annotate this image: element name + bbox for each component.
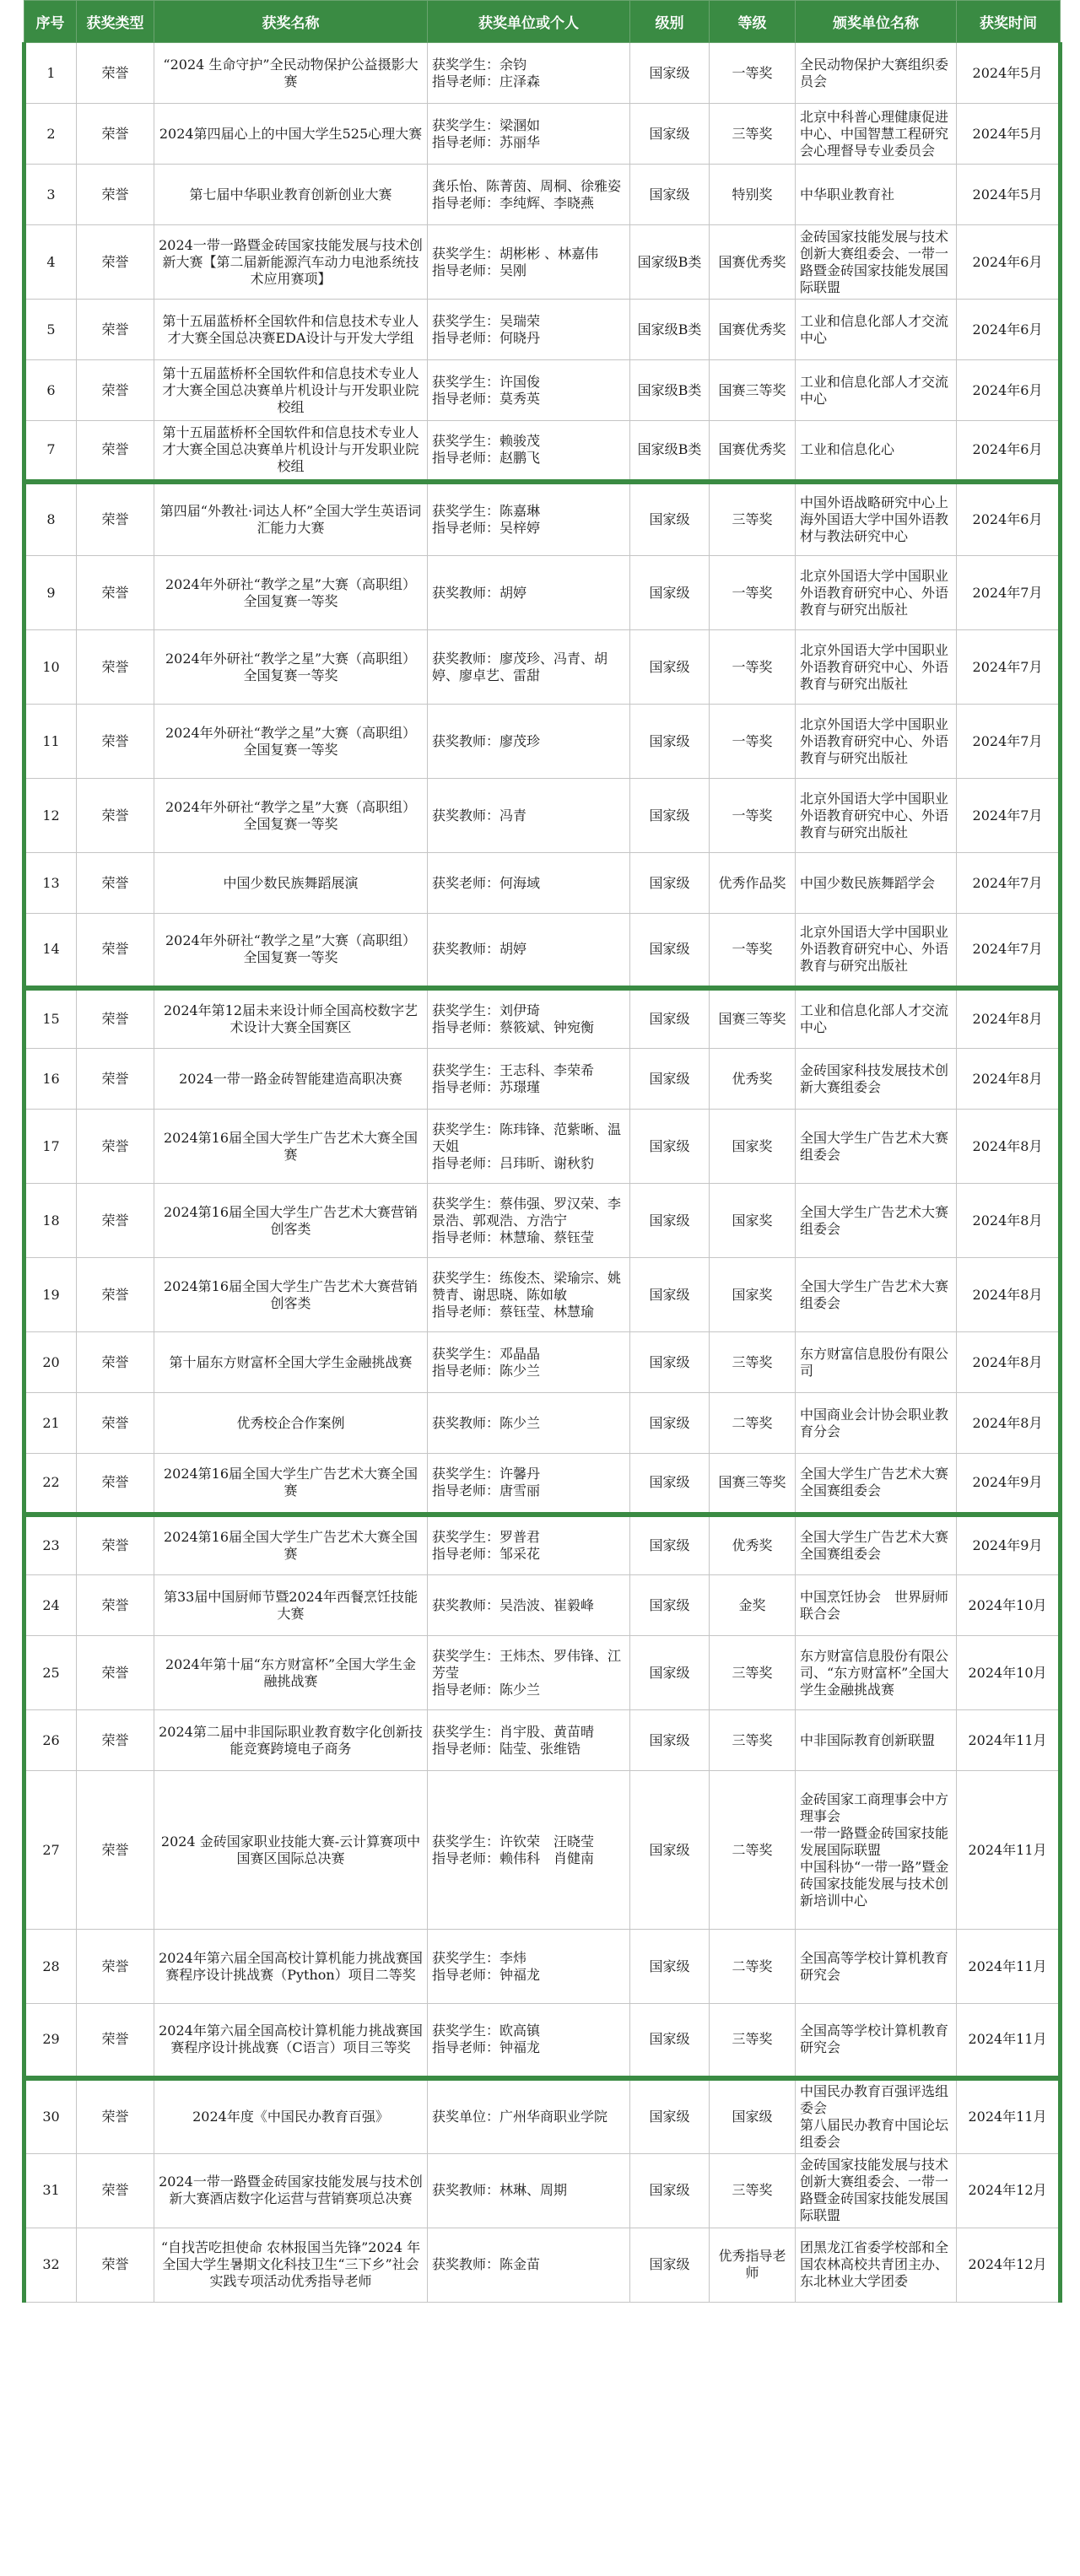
cell-type: 荣誉 bbox=[77, 1575, 154, 1636]
cell-type: 荣誉 bbox=[77, 225, 154, 300]
cell-grade: 一等奖 bbox=[710, 914, 796, 988]
cell-level: 国家级 bbox=[630, 1636, 710, 1710]
table-row bbox=[24, 43, 1061, 104]
cell-winner: 获奖教师：林琳、周期 bbox=[428, 2153, 630, 2228]
table-row bbox=[24, 2004, 1061, 2078]
cell-date: 2024年8月 bbox=[957, 1110, 1061, 1184]
cell-award-name: 2024年第六届全国高校计算机能力挑战赛国赛程序设计挑战赛（C语言）项目三等奖 bbox=[154, 2004, 428, 2078]
cell-no: 1 bbox=[24, 43, 77, 104]
cell-level: 国家级 bbox=[630, 1930, 710, 2004]
cell-issuer: 工业和信息化部人才交流中心 bbox=[796, 360, 957, 421]
cell-date: 2024年5月 bbox=[957, 165, 1061, 225]
cell-winner: 获奖学生：赖骏茂 指导老师：赵鹏飞 bbox=[428, 421, 630, 482]
header-no: 序号 bbox=[24, 1, 77, 43]
cell-award-name: 第十五届蓝桥杯全国软件和信息技术专业人才大赛全国总决赛EDA设计与开发大学组 bbox=[154, 300, 428, 360]
table-row bbox=[24, 421, 1061, 482]
cell-award-name: 第十届东方财富杯全国大学生金融挑战赛 bbox=[154, 1332, 428, 1393]
cell-level: 国家级 bbox=[630, 779, 710, 853]
cell-issuer: 全国大学生广告艺术大赛组委会 bbox=[796, 1110, 957, 1184]
cell-date: 2024年8月 bbox=[957, 1332, 1061, 1393]
cell-winner: 龚乐怡、陈菁茵、周桐、徐雅姿 指导老师：李纯辉、李晓燕 bbox=[428, 165, 630, 225]
cell-award-name: 第七届中华职业教育创新创业大赛 bbox=[154, 165, 428, 225]
cell-issuer: 金砖国家工商理事会中方理事会 一带一路暨金砖国家技能发展国际联盟 中国科协“一带一路”暨金砖国家技能发展与技术创新培训中心 bbox=[796, 1771, 957, 1930]
cell-level: 国家级 bbox=[630, 165, 710, 225]
cell-type: 荣誉 bbox=[77, 2004, 154, 2078]
cell-type: 荣誉 bbox=[77, 1110, 154, 1184]
cell-type: 荣誉 bbox=[77, 421, 154, 482]
table-row bbox=[24, 853, 1061, 914]
cell-level: 国家级 bbox=[630, 705, 710, 779]
cell-grade: 二等奖 bbox=[710, 1393, 796, 1454]
header-grade: 等级 bbox=[710, 1, 796, 43]
cell-type: 荣誉 bbox=[77, 1258, 154, 1332]
cell-no: 32 bbox=[24, 2228, 77, 2302]
cell-type: 荣誉 bbox=[77, 360, 154, 421]
cell-award-name: 2024 金砖国家职业技能大赛-云计算赛项中国赛区国际总决赛 bbox=[154, 1771, 428, 1930]
cell-grade: 特别奖 bbox=[710, 165, 796, 225]
cell-no: 27 bbox=[24, 1771, 77, 1930]
cell-issuer: 中国少数民族舞蹈学会 bbox=[796, 853, 957, 914]
cell-no: 22 bbox=[24, 1454, 77, 1515]
cell-no: 10 bbox=[24, 630, 77, 705]
cell-type: 荣誉 bbox=[77, 914, 154, 988]
table-row bbox=[24, 630, 1061, 705]
cell-type: 荣誉 bbox=[77, 705, 154, 779]
cell-grade: 优秀奖 bbox=[710, 1515, 796, 1575]
cell-winner: 获奖学生：许国俊 指导老师：莫秀英 bbox=[428, 360, 630, 421]
cell-award-name: 优秀校企合作案例 bbox=[154, 1393, 428, 1454]
cell-type: 荣誉 bbox=[77, 482, 154, 556]
header-type: 获奖类型 bbox=[77, 1, 154, 43]
cell-award-name: 2024第16届全国大学生广告艺术大赛全国赛 bbox=[154, 1110, 428, 1184]
cell-date: 2024年8月 bbox=[957, 988, 1061, 1049]
table-row bbox=[24, 1710, 1061, 1771]
cell-date: 2024年7月 bbox=[957, 556, 1061, 630]
cell-level: 国家级 bbox=[630, 1049, 710, 1110]
cell-award-name: 第四届“外教社·词达人杯”全国大学生英语词汇能力大赛 bbox=[154, 482, 428, 556]
cell-award-name: 2024年第十届“东方财富杯”全国大学生金融挑战赛 bbox=[154, 1636, 428, 1710]
table-row bbox=[24, 360, 1061, 421]
cell-date: 2024年7月 bbox=[957, 705, 1061, 779]
cell-award-name: 2024年度《中国民办教育百强》 bbox=[154, 2078, 428, 2154]
cell-issuer: 北京外国语大学中国职业外语教育研究中心、外语教育与研究出版社 bbox=[796, 779, 957, 853]
cell-date: 2024年10月 bbox=[957, 1575, 1061, 1636]
cell-no: 17 bbox=[24, 1110, 77, 1184]
cell-winner: 获奖学生：李炜 指导老师：钟福龙 bbox=[428, 1930, 630, 2004]
cell-level: 国家级B类 bbox=[630, 300, 710, 360]
cell-date: 2024年6月 bbox=[957, 421, 1061, 482]
cell-winner: 获奖学生：欧高镇 指导老师：钟福龙 bbox=[428, 2004, 630, 2078]
cell-winner: 获奖学生：许钦荣 汪晓莹 指导老师：赖伟科 肖健南 bbox=[428, 1771, 630, 1930]
cell-level: 国家级 bbox=[630, 914, 710, 988]
table-row bbox=[24, 1332, 1061, 1393]
cell-award-name: 2024年外研社“教学之星”大赛（高职组）全国复赛一等奖 bbox=[154, 630, 428, 705]
cell-no: 3 bbox=[24, 165, 77, 225]
cell-grade: 三等奖 bbox=[710, 1710, 796, 1771]
cell-winner: 获奖学生：许馨丹 指导老师：唐雪丽 bbox=[428, 1454, 630, 1515]
cell-type: 荣誉 bbox=[77, 1184, 154, 1258]
cell-grade: 三等奖 bbox=[710, 104, 796, 165]
cell-date: 2024年6月 bbox=[957, 225, 1061, 300]
cell-winner: 获奖学生：陈嘉琳 指导老师：吴梓婷 bbox=[428, 482, 630, 556]
cell-type: 荣誉 bbox=[77, 2228, 154, 2302]
cell-winner: 获奖学生：陈玮锋、范紫晰、温天姐 指导老师：吕玮昕、谢秋豹 bbox=[428, 1110, 630, 1184]
cell-level: 国家级 bbox=[630, 1710, 710, 1771]
cell-issuer: 工业和信息化部人才交流中心 bbox=[796, 988, 957, 1049]
cell-issuer: 北京外国语大学中国职业外语教育研究中心、外语教育与研究出版社 bbox=[796, 630, 957, 705]
table-row bbox=[24, 988, 1061, 1049]
cell-issuer: 全国大学生广告艺术大赛组委会 bbox=[796, 1184, 957, 1258]
cell-winner: 获奖单位：广州华商职业学院 bbox=[428, 2078, 630, 2154]
cell-date: 2024年6月 bbox=[957, 300, 1061, 360]
cell-award-name: “2024 生命守护”全民动物保护公益摄影大赛 bbox=[154, 43, 428, 104]
cell-winner: 获奖学生：肖宇股、黄苗晴 指导老师：陆莹、张维锆 bbox=[428, 1710, 630, 1771]
cell-type: 荣誉 bbox=[77, 988, 154, 1049]
cell-date: 2024年7月 bbox=[957, 853, 1061, 914]
cell-no: 15 bbox=[24, 988, 77, 1049]
cell-no: 4 bbox=[24, 225, 77, 300]
table-body bbox=[24, 43, 1061, 2303]
cell-date: 2024年11月 bbox=[957, 2078, 1061, 2154]
table-row bbox=[24, 779, 1061, 853]
cell-type: 荣誉 bbox=[77, 1393, 154, 1454]
cell-no: 8 bbox=[24, 482, 77, 556]
table-row bbox=[24, 914, 1061, 988]
cell-no: 30 bbox=[24, 2078, 77, 2154]
cell-no: 2 bbox=[24, 104, 77, 165]
cell-issuer: 全国大学生广告艺术大赛全国赛组委会 bbox=[796, 1515, 957, 1575]
cell-issuer: 中国外语战略研究中心上海外国语大学中国外语教材与教法研究中心 bbox=[796, 482, 957, 556]
cell-level: 国家级 bbox=[630, 853, 710, 914]
cell-winner: 获奖学生：邓晶晶 指导老师：陈少兰 bbox=[428, 1332, 630, 1393]
header-date: 获奖时间 bbox=[957, 1, 1061, 43]
cell-grade: 国赛优秀奖 bbox=[710, 225, 796, 300]
cell-grade: 二等奖 bbox=[710, 1771, 796, 1930]
cell-grade: 国家奖 bbox=[710, 1184, 796, 1258]
cell-issuer: 全民动物保护大赛组织委员会 bbox=[796, 43, 957, 104]
cell-no: 11 bbox=[24, 705, 77, 779]
cell-date: 2024年11月 bbox=[957, 2004, 1061, 2078]
cell-no: 7 bbox=[24, 421, 77, 482]
cell-type: 荣誉 bbox=[77, 1454, 154, 1515]
header-winner: 获奖单位或个人 bbox=[428, 1, 630, 43]
cell-date: 2024年6月 bbox=[957, 360, 1061, 421]
cell-date: 2024年10月 bbox=[957, 1636, 1061, 1710]
cell-winner: 获奖学生：王志科、李荣希 指导老师：苏璟瑾 bbox=[428, 1049, 630, 1110]
cell-issuer: 工业和信息化部人才交流中心 bbox=[796, 300, 957, 360]
cell-issuer: 全国高等学校计算机教育研究会 bbox=[796, 1930, 957, 2004]
cell-winner: 获奖教师：廖茂珍 bbox=[428, 705, 630, 779]
cell-level: 国家级 bbox=[630, 1184, 710, 1258]
cell-award-name: 2024第16届全国大学生广告艺术大赛营销创客类 bbox=[154, 1258, 428, 1332]
table-row bbox=[24, 2153, 1061, 2228]
table-row bbox=[24, 705, 1061, 779]
cell-grade: 国赛优秀奖 bbox=[710, 421, 796, 482]
cell-no: 24 bbox=[24, 1575, 77, 1636]
cell-date: 2024年7月 bbox=[957, 779, 1061, 853]
cell-winner: 获奖学生：蔡伟强、罗汉荣、李景浩、郭观浩、方浩宁 指导老师：林慧瑜、蔡钰莹 bbox=[428, 1184, 630, 1258]
cell-no: 21 bbox=[24, 1393, 77, 1454]
cell-level: 国家级 bbox=[630, 2228, 710, 2302]
table-row bbox=[24, 1184, 1061, 1258]
cell-type: 荣誉 bbox=[77, 853, 154, 914]
cell-no: 6 bbox=[24, 360, 77, 421]
cell-no: 12 bbox=[24, 779, 77, 853]
cell-grade: 金奖 bbox=[710, 1575, 796, 1636]
cell-grade: 一等奖 bbox=[710, 43, 796, 104]
cell-issuer: 中国民办教育百强评选组委会 第八届民办教育中国论坛组委会 bbox=[796, 2078, 957, 2154]
cell-issuer: 中国商业会计协会职业教育分会 bbox=[796, 1393, 957, 1454]
cell-no: 14 bbox=[24, 914, 77, 988]
cell-type: 荣誉 bbox=[77, 165, 154, 225]
cell-winner: 获奖教师：吴浩波、崔毅峰 bbox=[428, 1575, 630, 1636]
cell-no: 25 bbox=[24, 1636, 77, 1710]
cell-grade: 国家奖 bbox=[710, 1110, 796, 1184]
cell-type: 荣誉 bbox=[77, 1636, 154, 1710]
cell-type: 荣誉 bbox=[77, 104, 154, 165]
cell-level: 国家级 bbox=[630, 1771, 710, 1930]
cell-level: 国家级 bbox=[630, 482, 710, 556]
cell-issuer: 金砖国家技能发展与技术创新大赛组委会、一带一路暨金砖国家技能发展国际联盟 bbox=[796, 2153, 957, 2228]
cell-date: 2024年12月 bbox=[957, 2228, 1061, 2302]
cell-no: 13 bbox=[24, 853, 77, 914]
cell-type: 荣誉 bbox=[77, 43, 154, 104]
cell-no: 16 bbox=[24, 1049, 77, 1110]
cell-type: 荣誉 bbox=[77, 1049, 154, 1110]
table-row bbox=[24, 1049, 1061, 1110]
cell-date: 2024年5月 bbox=[957, 43, 1061, 104]
cell-type: 荣誉 bbox=[77, 1771, 154, 1930]
cell-date: 2024年9月 bbox=[957, 1454, 1061, 1515]
cell-type: 荣誉 bbox=[77, 1930, 154, 2004]
cell-date: 2024年11月 bbox=[957, 1771, 1061, 1930]
table-row bbox=[24, 300, 1061, 360]
cell-issuer: 全国大学生广告艺术大赛全国赛组委会 bbox=[796, 1454, 957, 1515]
cell-issuer: 金砖国家科技发展技术创新大赛组委会 bbox=[796, 1049, 957, 1110]
cell-type: 荣誉 bbox=[77, 300, 154, 360]
cell-level: 国家级 bbox=[630, 1110, 710, 1184]
table-row bbox=[24, 2078, 1061, 2154]
cell-winner: 获奖教师：廖茂珍、冯青、胡婷、廖卓艺、雷甜 bbox=[428, 630, 630, 705]
cell-grade: 国赛优秀奖 bbox=[710, 300, 796, 360]
cell-no: 18 bbox=[24, 1184, 77, 1258]
cell-award-name: 2024第二届中非国际职业教育数字化创新技能竞赛跨境电子商务 bbox=[154, 1710, 428, 1771]
cell-grade: 三等奖 bbox=[710, 1636, 796, 1710]
cell-issuer: 东方财富信息股份有限公司 bbox=[796, 1332, 957, 1393]
cell-issuer: 北京外国语大学中国职业外语教育研究中心、外语教育与研究出版社 bbox=[796, 705, 957, 779]
cell-issuer: 全国大学生广告艺术大赛组委会 bbox=[796, 1258, 957, 1332]
cell-issuer: 团黑龙江省委学校部和全国农林高校共青团主办、东北林业大学团委 bbox=[796, 2228, 957, 2302]
cell-issuer: 全国高等学校计算机教育研究会 bbox=[796, 2004, 957, 2078]
table-row bbox=[24, 1454, 1061, 1515]
table-row bbox=[24, 1771, 1061, 1930]
cell-date: 2024年8月 bbox=[957, 1184, 1061, 1258]
table-row bbox=[24, 104, 1061, 165]
cell-level: 国家级 bbox=[630, 2004, 710, 2078]
cell-award-name: 2024年外研社“教学之星”大赛（高职组）全国复赛一等奖 bbox=[154, 914, 428, 988]
table-row bbox=[24, 1575, 1061, 1636]
cell-grade: 优秀指导老师 bbox=[710, 2228, 796, 2302]
cell-award-name: 2024第16届全国大学生广告艺术大赛营销创客类 bbox=[154, 1184, 428, 1258]
cell-level: 国家级 bbox=[630, 1575, 710, 1636]
cell-level: 国家级 bbox=[630, 1393, 710, 1454]
cell-level: 国家级 bbox=[630, 1515, 710, 1575]
table-row bbox=[24, 165, 1061, 225]
header-level: 级别 bbox=[630, 1, 710, 43]
cell-no: 20 bbox=[24, 1332, 77, 1393]
cell-date: 2024年8月 bbox=[957, 1049, 1061, 1110]
cell-type: 荣誉 bbox=[77, 630, 154, 705]
cell-winner: 获奖教师：陈少兰 bbox=[428, 1393, 630, 1454]
cell-grade: 国赛三等奖 bbox=[710, 988, 796, 1049]
cell-level: 国家级B类 bbox=[630, 225, 710, 300]
cell-winner: 获奖学生：练俊杰、梁瑜宗、姚赞青、谢思晓、陈如敏 指导老师：蔡钰莹、林慧瑜 bbox=[428, 1258, 630, 1332]
table-row bbox=[24, 1636, 1061, 1710]
cell-winner: 获奖学生：刘伊琦 指导老师：蔡筱斌、钟宛衡 bbox=[428, 988, 630, 1049]
cell-winner: 获奖老师：何海域 bbox=[428, 853, 630, 914]
table-row bbox=[24, 2228, 1061, 2302]
cell-date: 2024年7月 bbox=[957, 630, 1061, 705]
table-header-row bbox=[24, 1, 1061, 43]
cell-date: 2024年12月 bbox=[957, 2153, 1061, 2228]
cell-no: 28 bbox=[24, 1930, 77, 2004]
cell-no: 5 bbox=[24, 300, 77, 360]
cell-award-name: 2024一带一路金砖智能建造高职决赛 bbox=[154, 1049, 428, 1110]
cell-type: 荣誉 bbox=[77, 1710, 154, 1771]
cell-type: 荣誉 bbox=[77, 2078, 154, 2154]
cell-level: 国家级 bbox=[630, 2153, 710, 2228]
cell-grade: 一等奖 bbox=[710, 556, 796, 630]
cell-issuer: 北京外国语大学中国职业外语教育研究中心、外语教育与研究出版社 bbox=[796, 556, 957, 630]
cell-grade: 一等奖 bbox=[710, 705, 796, 779]
cell-award-name: 第十五届蓝桥杯全国软件和信息技术专业人才大赛全国总决赛单片机设计与开发职业院校组 bbox=[154, 421, 428, 482]
table-row bbox=[24, 1515, 1061, 1575]
cell-date: 2024年8月 bbox=[957, 1258, 1061, 1332]
table-row bbox=[24, 225, 1061, 300]
cell-grade: 二等奖 bbox=[710, 1930, 796, 2004]
awards-table bbox=[22, 0, 1062, 2303]
cell-winner: 获奖学生：梁溷如 指导老师：苏丽华 bbox=[428, 104, 630, 165]
cell-winner: 获奖学生：吴瑞荣 指导老师：何晓丹 bbox=[428, 300, 630, 360]
cell-no: 29 bbox=[24, 2004, 77, 2078]
cell-grade: 一等奖 bbox=[710, 779, 796, 853]
cell-issuer: 北京外国语大学中国职业外语教育研究中心、外语教育与研究出版社 bbox=[796, 914, 957, 988]
cell-grade: 国赛三等奖 bbox=[710, 1454, 796, 1515]
cell-date: 2024年11月 bbox=[957, 1930, 1061, 2004]
cell-award-name: “自找苦吃担使命 农林报国当先锋”2024 年全国大学生暑期文化科技卫生“三下乡”社会实践专项活动优秀指导老师 bbox=[154, 2228, 428, 2302]
cell-award-name: 2024年第六届全国高校计算机能力挑战赛国赛程序设计挑战赛（Python）项目二等奖 bbox=[154, 1930, 428, 2004]
cell-type: 荣誉 bbox=[77, 556, 154, 630]
header-issuer: 颁奖单位名称 bbox=[796, 1, 957, 43]
cell-issuer: 东方财富信息股份有限公司、“东方财富杯”全国大学生金融挑战赛 bbox=[796, 1636, 957, 1710]
cell-winner: 获奖教师：陈金苗 bbox=[428, 2228, 630, 2302]
cell-award-name: 第33届中国厨师节暨2024年西餐烹饪技能大赛 bbox=[154, 1575, 428, 1636]
cell-winner: 获奖学生：王炜杰、罗伟锋、江芳莹 指导老师：陈少兰 bbox=[428, 1636, 630, 1710]
cell-no: 19 bbox=[24, 1258, 77, 1332]
cell-level: 国家级 bbox=[630, 1258, 710, 1332]
cell-award-name: 2024一带一路暨金砖国家技能发展与技术创新大赛酒店数字化运营与营销赛项总决赛 bbox=[154, 2153, 428, 2228]
cell-grade: 国家奖 bbox=[710, 1258, 796, 1332]
cell-winner: 获奖学生：余钧 指导老师：庄泽森 bbox=[428, 43, 630, 104]
table-row bbox=[24, 556, 1061, 630]
cell-level: 国家级 bbox=[630, 104, 710, 165]
cell-level: 国家级B类 bbox=[630, 360, 710, 421]
cell-level: 国家级 bbox=[630, 1454, 710, 1515]
cell-date: 2024年7月 bbox=[957, 914, 1061, 988]
cell-award-name: 第十五届蓝桥杯全国软件和信息技术专业人才大赛全国总决赛单片机设计与开发职业院校组 bbox=[154, 360, 428, 421]
cell-level: 国家级 bbox=[630, 43, 710, 104]
cell-award-name: 2024一带一路暨金砖国家技能发展与技术创新大赛【第二届新能源汽车动力电池系统技术应用赛项】 bbox=[154, 225, 428, 300]
cell-grade: 国赛三等奖 bbox=[710, 360, 796, 421]
cell-winner: 获奖教师：胡婷 bbox=[428, 914, 630, 988]
cell-level: 国家级 bbox=[630, 988, 710, 1049]
cell-grade: 三等奖 bbox=[710, 1332, 796, 1393]
table-row bbox=[24, 1393, 1061, 1454]
cell-date: 2024年9月 bbox=[957, 1515, 1061, 1575]
cell-date: 2024年8月 bbox=[957, 1393, 1061, 1454]
cell-grade: 优秀奖 bbox=[710, 1049, 796, 1110]
cell-winner: 获奖教师：胡婷 bbox=[428, 556, 630, 630]
cell-date: 2024年11月 bbox=[957, 1710, 1061, 1771]
cell-grade: 优秀作品奖 bbox=[710, 853, 796, 914]
cell-award-name: 2024年第12届未来设计师全国高校数字艺术设计大赛全国赛区 bbox=[154, 988, 428, 1049]
cell-date: 2024年5月 bbox=[957, 104, 1061, 165]
table-row bbox=[24, 482, 1061, 556]
cell-issuer: 金砖国家技能发展与技术创新大赛组委会、一带一路暨金砖国家技能发展国际联盟 bbox=[796, 225, 957, 300]
cell-award-name: 2024年外研社“教学之星”大赛（高职组）全国复赛一等奖 bbox=[154, 705, 428, 779]
table-row bbox=[24, 1258, 1061, 1332]
cell-level: 国家级 bbox=[630, 556, 710, 630]
table-row bbox=[24, 1930, 1061, 2004]
cell-winner: 获奖教师：冯青 bbox=[428, 779, 630, 853]
cell-type: 荣誉 bbox=[77, 1515, 154, 1575]
table-row bbox=[24, 1110, 1061, 1184]
cell-issuer: 工业和信息化心 bbox=[796, 421, 957, 482]
cell-grade: 三等奖 bbox=[710, 2004, 796, 2078]
cell-issuer: 北京中科普心理健康促进中心、中国智慧工程研究会心理督导专业委员会 bbox=[796, 104, 957, 165]
cell-type: 荣誉 bbox=[77, 2153, 154, 2228]
cell-winner: 获奖学生：胡彬彬 、林嘉伟 指导老师：吴刚 bbox=[428, 225, 630, 300]
cell-level: 国家级B类 bbox=[630, 421, 710, 482]
cell-grade: 一等奖 bbox=[710, 630, 796, 705]
cell-level: 国家级 bbox=[630, 630, 710, 705]
cell-issuer: 中华职业教育社 bbox=[796, 165, 957, 225]
cell-issuer: 中非国际教育创新联盟 bbox=[796, 1710, 957, 1771]
cell-level: 国家级 bbox=[630, 1332, 710, 1393]
cell-no: 23 bbox=[24, 1515, 77, 1575]
cell-no: 9 bbox=[24, 556, 77, 630]
cell-no: 26 bbox=[24, 1710, 77, 1771]
cell-no: 31 bbox=[24, 2153, 77, 2228]
cell-award-name: 2024年外研社“教学之星”大赛（高职组）全国复赛一等奖 bbox=[154, 556, 428, 630]
cell-level: 国家级 bbox=[630, 2078, 710, 2154]
cell-award-name: 2024第16届全国大学生广告艺术大赛全国赛 bbox=[154, 1515, 428, 1575]
cell-award-name: 2024年外研社“教学之星”大赛（高职组）全国复赛一等奖 bbox=[154, 779, 428, 853]
header-award-name: 获奖名称 bbox=[154, 1, 428, 43]
cell-award-name: 中国少数民族舞蹈展演 bbox=[154, 853, 428, 914]
cell-grade: 国家级 bbox=[710, 2078, 796, 2154]
cell-type: 荣誉 bbox=[77, 779, 154, 853]
cell-grade: 三等奖 bbox=[710, 2153, 796, 2228]
cell-award-name: 2024第四届心上的中国大学生525心理大赛 bbox=[154, 104, 428, 165]
cell-award-name: 2024第16届全国大学生广告艺术大赛全国赛 bbox=[154, 1454, 428, 1515]
cell-type: 荣誉 bbox=[77, 1332, 154, 1393]
cell-grade: 三等奖 bbox=[710, 482, 796, 556]
cell-winner: 获奖学生：罗普君 指导老师：邹采花 bbox=[428, 1515, 630, 1575]
cell-date: 2024年6月 bbox=[957, 482, 1061, 556]
cell-issuer: 中国烹饪协会 世界厨师联合会 bbox=[796, 1575, 957, 1636]
